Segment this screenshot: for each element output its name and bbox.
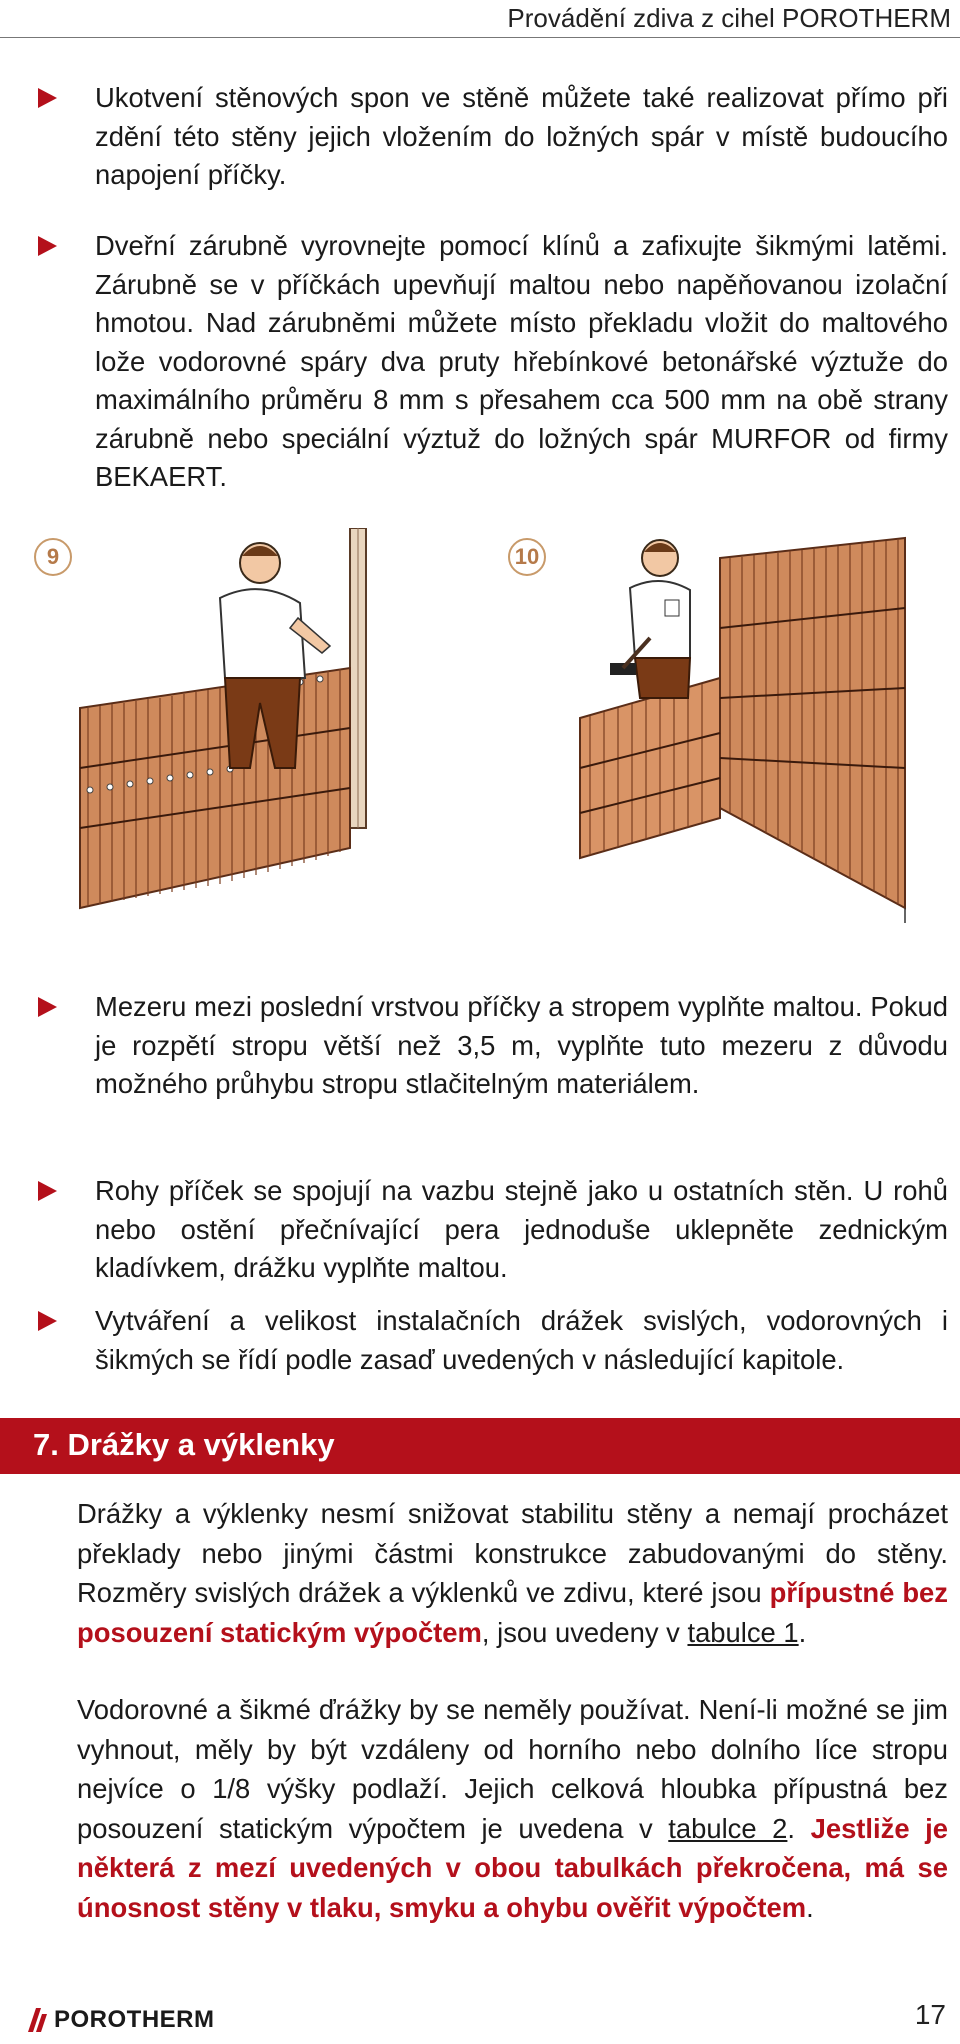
paragraph-2 [77, 1690, 948, 1927]
bullet-arrow-icon [38, 1311, 57, 1331]
page-header [0, 0, 960, 36]
bullet-item [40, 1172, 948, 1288]
bullet-text: Mezeru mezi poslední vrstvou příčky a stropem vyplňte maltou. Pokud je rozpětí stropu větší než 3,5 m, vyplňte tuto mezeru z důvodu možného průhybu stropu stlačitelným materiálem. [95, 991, 948, 1099]
header-rule [0, 37, 960, 38]
figure-number: 9 [34, 538, 72, 576]
paragraph-text: , jsou uvedeny v [481, 1616, 688, 1648]
bullet-text: Vytváření a velikost instalačních drážek svislých, vodorovných i šikmých se řídí podle zasaď uvedených v následující kapitole. [95, 1305, 948, 1375]
page-number: 17 [914, 1999, 946, 2030]
table-1-link[interactable]: tabulce 1 [687, 1616, 799, 1648]
bullet-arrow-icon [38, 1181, 57, 1201]
bullet-item [40, 79, 948, 195]
bullet-item [40, 1302, 948, 1379]
illustration-partition-wall-doorframe [60, 528, 440, 928]
bullet-text: Ukotvení stěnových spon ve stěně můžete také realizovat přímo při zdění této stěny jejich vložením do ložných spár v místě budoucího napojení příčky. [95, 82, 948, 190]
bullet-text: Dveřní zárubně vyrovnejte pomocí klínů a zafixujte šikmými latěmi. Zárubně se v příčkách upevňují maltou nebo napěňovanou izolační hmotou. Nad zárubněmi můžete místo překladu vložit do maltového lože vodorovné spáry dva pruty hřebínkové betonářské výztuže do maximálního průměru 8 mm s přesahem cca 500 mm na obě strany zárubně nebo speciální výztuž do ložných spár MURFOR od firmy BEKAERT. [95, 230, 948, 492]
logo-mark-icon [28, 2008, 50, 2032]
paragraph-1 [77, 1494, 948, 1652]
paragraph-text: Vodorovné a šikmé ďrážky by se neměly používat. Není-li možné se jim vyhnout, měly by být vzdáleny od horního nebo dolního líce stropu nejvíce o 1/8 výšky podlaží. Jejich celková hloubka přípustná bez posouzení statickým výpočtem je uvedena v [77, 1694, 948, 1844]
illustration-corner-wall-hammer [560, 528, 940, 928]
paragraph-text: . [787, 1812, 811, 1844]
bullet-item [40, 227, 948, 497]
paragraph-text: . [806, 1891, 814, 1923]
paragraph-text: . [798, 1616, 807, 1648]
figure-number: 10 [508, 538, 546, 576]
emphasis-text: Jestliže je některá z mezí uvedených v obou tabulkách překročena, má se únosnost stěny v tlaku, smyku a ohybu ověřit výpočtem [77, 1812, 948, 1923]
bullet-item [40, 988, 948, 1104]
logo-text: POROTHERM [54, 2006, 215, 2033]
paragraph-text: Drážky a výklenky nesmí snižovat stabilitu stěny a nemají procházet překlady nebo jinými částmi konstrukce zabudovanými do stěny. Rozměry svislých drážek a výklenků ve zdivu, které jsou [77, 1498, 948, 1608]
table-2-link[interactable]: tabulce 2 [668, 1812, 788, 1844]
section-title: 7. Drážky a výklenky [33, 1427, 335, 1462]
bullet-arrow-icon [38, 236, 57, 256]
emphasis-text: přípustné bez posouzení statickým výpočtem [77, 1577, 948, 1648]
section-heading-bar [0, 1418, 960, 1474]
header-title: Provádění zdiva z cihel POROTHERM [507, 3, 951, 33]
bullet-arrow-icon [38, 997, 57, 1017]
bullet-arrow-icon [38, 88, 57, 108]
bullet-text: Rohy příček se spojují na vazbu stejně jako u ostatních stěn. U rohů nebo ostění přečnívající pera jednoduše uklepněte zednickým kladívkem, drážku vyplňte maltou. [95, 1175, 948, 1283]
